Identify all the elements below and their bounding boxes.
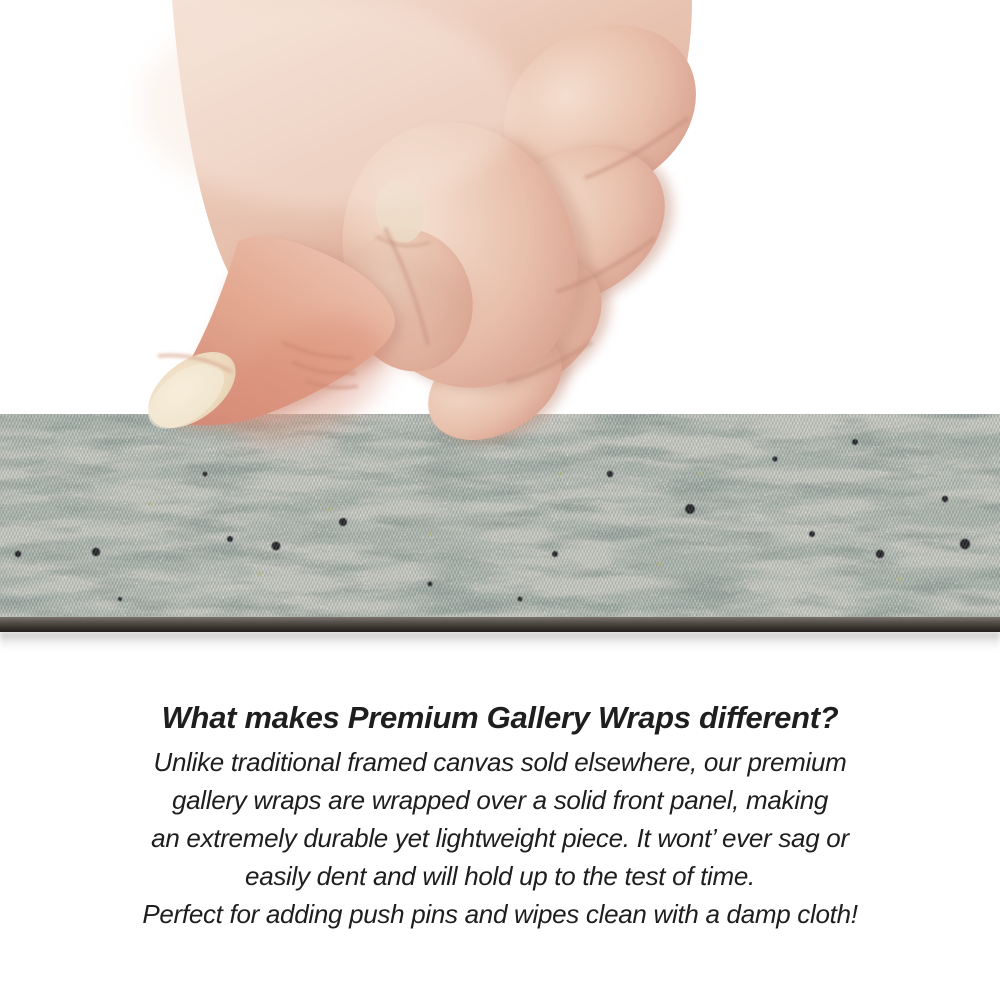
body-line-1: Unlike traditional framed canvas sold elsewhere, our premium [153,747,847,777]
body-line-2: gallery wraps are wrapped over a solid front panel, making [171,785,829,815]
hand-photo [0,0,1000,460]
body-line-3: an extremely durable yet lightweight piece. It wont’ ever sag or [151,823,849,853]
heading: What makes Premium Gallery Wraps different? [161,700,839,735]
canvas-drop-shadow [0,632,1000,650]
description-text [0,700,1000,933]
body-line-4: easily dent and will hold up to the test of time. [245,861,755,891]
body-line-5: Perfect for adding push pins and wipes clean with a damp cloth! [142,899,858,929]
canvas-bottom-edge [0,617,1000,632]
